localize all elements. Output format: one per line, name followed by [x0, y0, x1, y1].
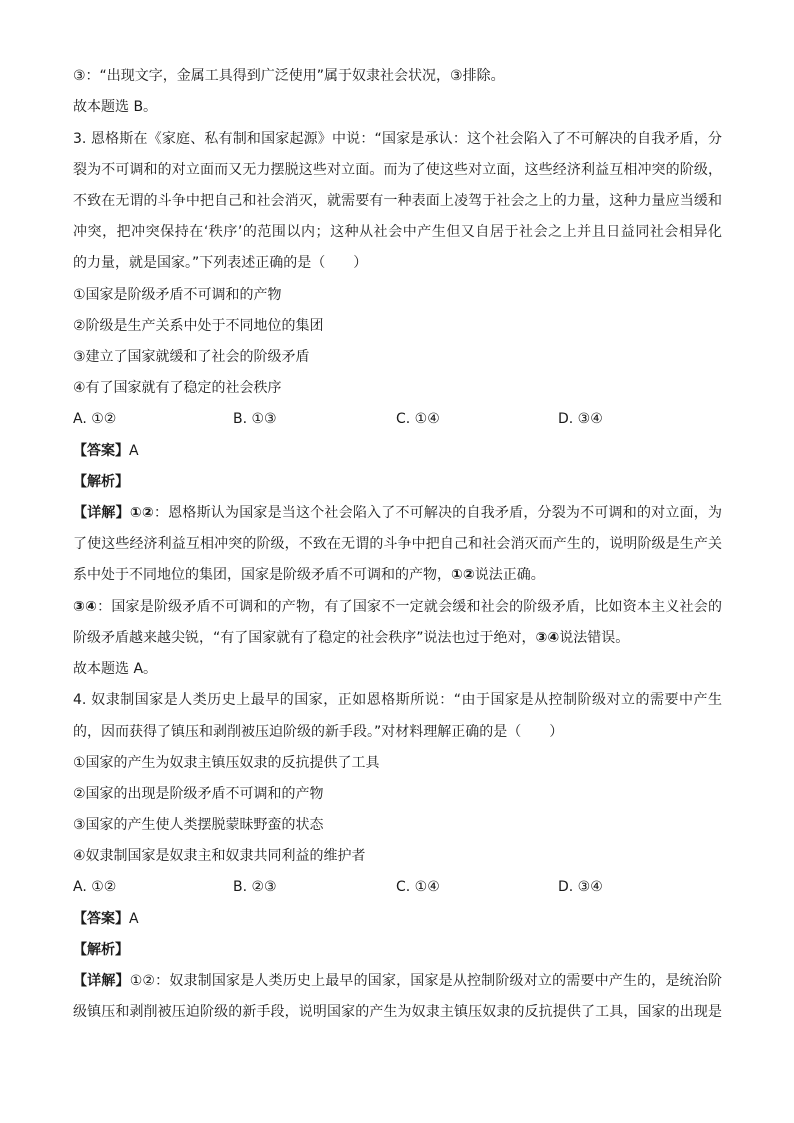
statement-item: ④奴隶制国家是奴隶主和奴隶共同利益的维护者 — [73, 848, 366, 864]
analysis-tag: 【解析】 — [73, 474, 129, 490]
statement-item: ③建立了国家就缓和了社会的阶级矛盾 — [73, 349, 310, 365]
option-marker: ③④ — [535, 630, 560, 646]
explanation-line — [73, 597, 722, 617]
analysis-tag: 【解析】 — [73, 942, 129, 958]
explanation-line: 级镇压和剥削被压迫阶级的新手段，说明国家的产生为奴隶主镇压奴隶的反抗提供了工具，国家的出现是 — [73, 1004, 722, 1020]
statement-item: ②国家的出现是阶级矛盾不可调和的产物 — [73, 786, 324, 802]
conclusion-line: 故本题选 A。 — [73, 661, 158, 677]
option-b: B. ①③ — [233, 411, 277, 427]
question-3-stem: 的力量，就是国家。”下列表述正确的是（ ） — [73, 255, 368, 271]
option-c: C. ①④ — [396, 411, 440, 427]
option-marker: ①② — [451, 567, 475, 583]
question-3-stem: 不致在无谓的斗争中把自己和社会消灭，就需要有一种表面上凌驾于社会之上的力量，这种力量应当缓和 — [73, 193, 722, 209]
option-b: B. ②③ — [233, 879, 277, 895]
answer-value: A — [129, 443, 139, 459]
detail-tag: 【详解】 — [73, 973, 130, 989]
explanation-text: 说法错误。 — [559, 630, 630, 646]
explanation-text: 系中处于不同地位的集团，国家是阶级矛盾不可调和的产物， — [73, 567, 451, 583]
statement-item: ①国家的产生为奴隶主镇压奴隶的反抗提供了工具 — [73, 755, 380, 771]
answer-tag: 【答案】 — [73, 911, 129, 927]
explanation-line — [73, 971, 722, 991]
question-3-stem: 冲突，把冲突保持在‘秩序’的范围以内；这种从社会中产生但又自居于社会之上并且日益同社会相异化 — [73, 224, 722, 240]
answer-line — [73, 909, 722, 929]
explanation-text: 阶级矛盾越来越尖锐，“有了国家就有了稳定的社会秩序”说法也过于绝对， — [73, 630, 536, 646]
explanation-text: 说法正确。 — [474, 567, 545, 583]
explanation-line: 了使这些经济利益互相冲突的阶级，不致在无谓的斗争中把自己和社会消灭而产生的，说明阶级是生产关 — [73, 536, 722, 552]
question-3-stem: 3. 恩格斯在《家庭、私有制和国家起源》中说：“国家是承认：这个社会陷入了不可解决的自我矛盾，分 — [73, 131, 722, 147]
text-line: 故本题选 B。 — [73, 99, 158, 115]
option-d: D. ③④ — [558, 879, 603, 895]
explanation-line — [73, 503, 722, 523]
explanation-line — [73, 628, 722, 648]
option-d: D. ③④ — [558, 411, 603, 427]
question-4-stem: 的，因而获得了镇压和剥削被压迫阶级的新手段。”对材料理解正确的是（ ） — [73, 724, 564, 740]
answer-tag: 【答案】 — [73, 443, 129, 459]
statement-item: ③国家的产生使人类摆脱蒙昧野蛮的状态 — [73, 817, 324, 833]
answer-line — [73, 441, 722, 461]
explanation-text: ：恩格斯认为国家是当这个社会陷入了不可解决的自我矛盾，分裂为不可调和的对立面，为 — [153, 505, 722, 521]
answer-value: A — [129, 911, 139, 927]
explanation-line — [73, 565, 722, 585]
text-line: ③：“出现文字，金属工具得到广泛使用”属于奴隶社会状况，③排除。 — [73, 68, 505, 84]
detail-tag: 【详解】 — [73, 505, 130, 521]
question-4-stem: 4. 奴隶制国家是人类历史上最早的国家，正如恩格斯所说：“由于国家是从控制阶级对立的需要中产生 — [73, 692, 722, 708]
option-a: A. ①② — [73, 411, 117, 427]
question-3-stem: 裂为不可调和的对立面而又无力摆脱这些对立面。而为了使这些对立面，这些经济利益互相冲突的阶级， — [73, 162, 722, 178]
statement-item: ②阶级是生产关系中处于不同地位的集团 — [73, 318, 324, 334]
explanation-text: ①②：奴隶制国家是人类历史上最早的国家，国家是从控制阶级对立的需要中产生的，是统治阶 — [129, 973, 722, 989]
option-marker: ③④ — [73, 599, 98, 615]
statement-item: ①国家是阶级矛盾不可调和的产物 — [73, 287, 282, 303]
statement-item: ④有了国家就有了稳定的社会秩序 — [73, 380, 282, 396]
explanation-text: ：国家是阶级矛盾不可调和的产物，有了国家不一定就会缓和社会的阶级矛盾，比如资本主义社会的 — [97, 599, 722, 615]
option-a: A. ①② — [73, 879, 117, 895]
option-c: C. ①④ — [396, 879, 440, 895]
option-marker: ①② — [129, 505, 154, 521]
